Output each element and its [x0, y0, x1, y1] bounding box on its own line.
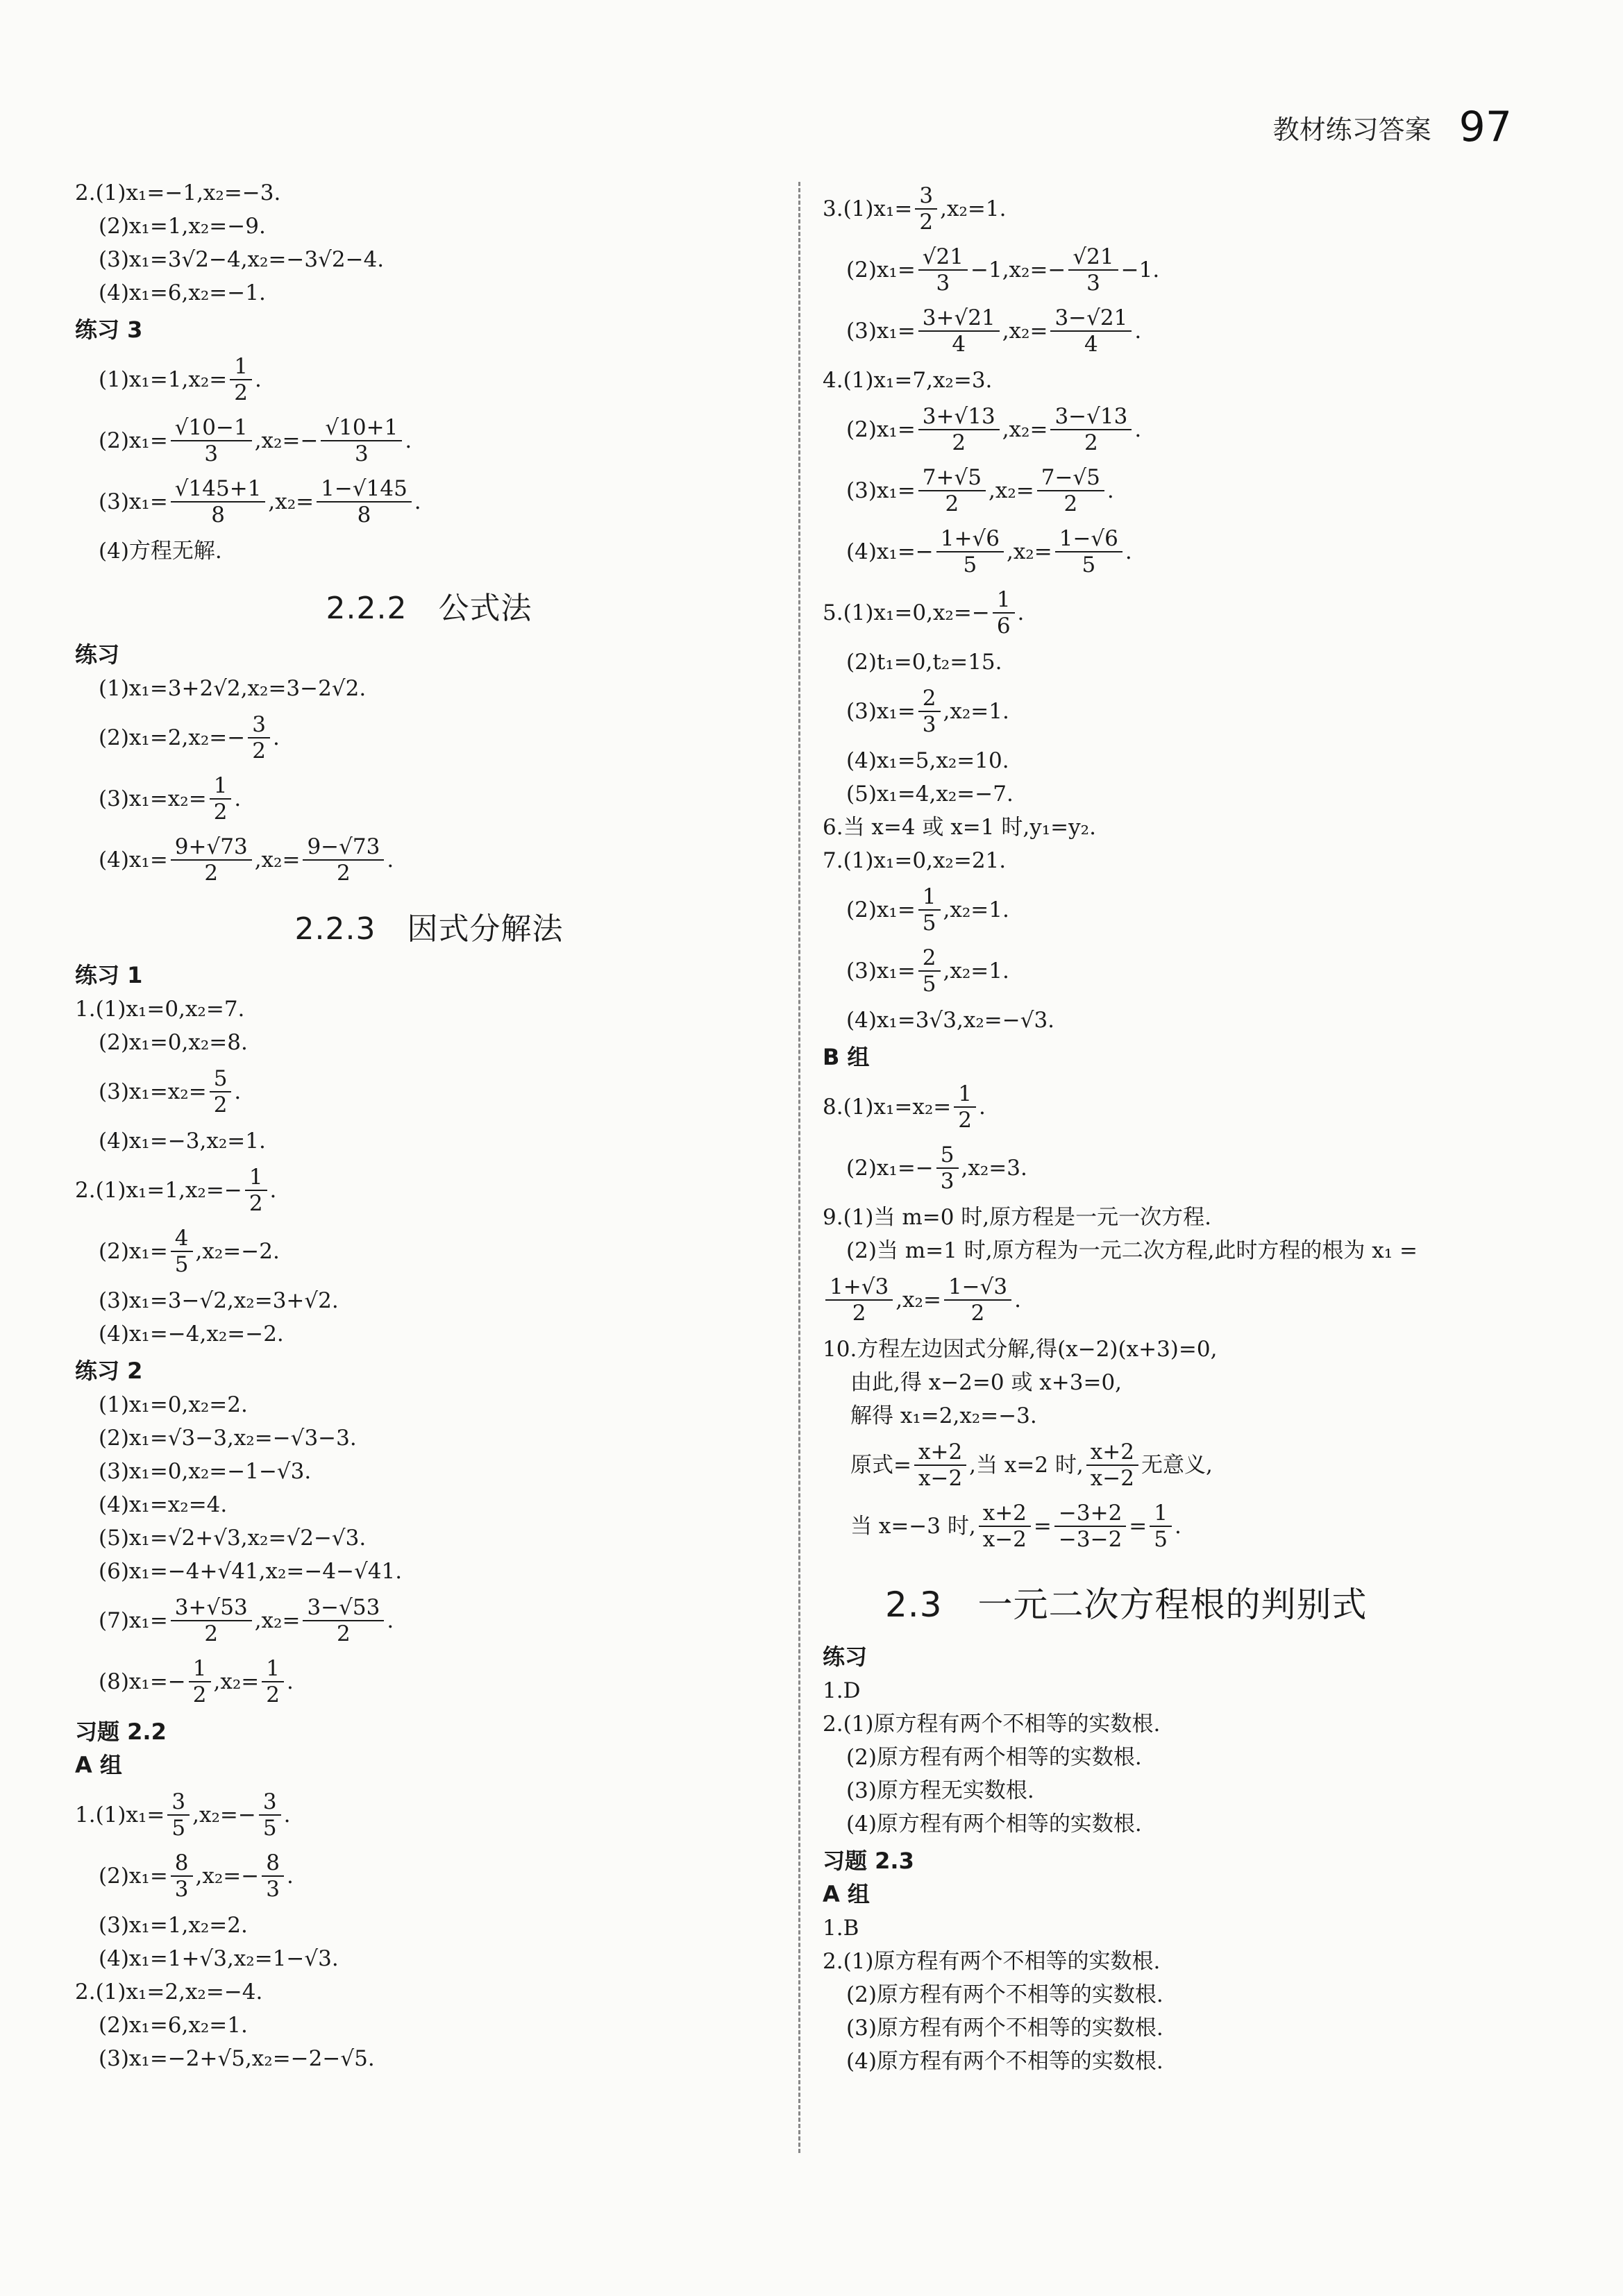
answer-line: (3)原方程有两个不相等的实数根.: [846, 2016, 1163, 2041]
fraction: $\frac{1-√145}{8}$: [317, 476, 412, 527]
practice-label: 练习 3: [75, 316, 143, 343]
answer-line: (2)x₁= $\frac{√21}{3}$ −1,x₂=− $\frac{√21}{3}$ −1.: [846, 244, 1160, 296]
fraction: $\frac{1+√6}{5}$: [936, 526, 1004, 577]
fraction: $\frac{8}{3}$: [171, 1850, 193, 1902]
practice-label: 练习 1: [75, 962, 143, 988]
fraction: $\frac{1-√3}{2}$: [944, 1274, 1011, 1326]
answer-line: (4)x₁=1+√3,x₂=1−√3.: [99, 1946, 339, 1971]
answer-line: 3.(1)x₁= $\frac{3}{2}$ ,x₂=1.: [823, 183, 1007, 235]
fraction: $\frac{5}{3}$: [936, 1142, 959, 1194]
answer-line: (4)x₁=−4,x₂=−2.: [99, 1322, 284, 1347]
answer-line: (3)x₁=−2+√5,x₂=−2−√5.: [99, 2046, 375, 2071]
fraction: $\frac{2}{3}$: [918, 686, 941, 737]
fraction: $\frac{-3+2}{-3-2}$: [1054, 1501, 1126, 1552]
fraction: $\frac{1}{2}$: [189, 1656, 211, 1707]
answer-line: (3)x₁=1,x₂=2.: [99, 1913, 248, 1938]
answer-line: 2.(1)x₁=1,x₂=− $\frac{1}{2}$ .: [75, 1165, 277, 1216]
answer-line: 2.(1)x₁=2,x₂=−4.: [75, 1980, 263, 2004]
answer-line: (3)x₁= $\frac{7+√5}{2}$ ,x₂= $\frac{7-√5}{2}$ .: [846, 465, 1114, 516]
answer-line: (3)x₁=0,x₂=−1−√3.: [99, 1459, 312, 1484]
fraction: $\frac{3}{5}$: [259, 1789, 281, 1841]
fraction: $\frac{4}{5}$: [171, 1226, 193, 1277]
section-heading: 2.3 一元二次方程根的判别式: [885, 1585, 1368, 1625]
answer-line: (2)x₁=0,x₂=8.: [99, 1030, 248, 1055]
answer-line: (2)原方程有两个不相等的实数根.: [846, 1982, 1163, 2007]
header-title: 教材练习答案: [1272, 114, 1431, 145]
fraction: $\frac{√145+1}{8}$: [171, 476, 266, 527]
answer-line: (3)x₁= $\frac{2}{5}$ ,x₂=1.: [846, 945, 1009, 997]
answer-line: (6)x₁=−4+√41,x₂=−4−√41.: [99, 1559, 403, 1584]
answer-line: 原式= $\frac{x+2}{x-2}$ ,当 x=2 时, x+2 x−2 无意义,: [850, 1440, 1213, 1491]
fraction: $\frac{1}{2}$: [230, 354, 252, 405]
fraction: $\frac{3-√53}{2}$: [303, 1595, 384, 1646]
fraction: $\frac{5}{2}$: [210, 1066, 232, 1117]
practice-label: 练习: [823, 1644, 868, 1670]
fraction: $\frac{3-√13}{2}$: [1050, 404, 1132, 455]
group-label: B 组: [823, 1044, 870, 1070]
answer-line: (2)t₁=0,t₂=15.: [846, 650, 1002, 675]
answer-line: (3)原方程无实数根.: [846, 1778, 1034, 1803]
fraction: $\frac{1}{5}$: [918, 884, 941, 936]
answer-line: (1)x₁=0,x₂=2.: [99, 1392, 248, 1417]
answer-line: (2)x₁= $\frac{4}{5}$ ,x₂=−2.: [99, 1226, 280, 1277]
answer-line: (3)x₁= $\frac{3+√21}{4}$ ,x₂= $\frac{3-√21}{4}$ .: [846, 305, 1142, 357]
fraction: $\frac{√10+1}{3}$: [321, 415, 402, 466]
page-number: 97: [1458, 103, 1512, 151]
fraction: $\frac{1}{6}$: [993, 587, 1015, 639]
answer-line: (4)x₁=5,x₂=10.: [846, 748, 1009, 773]
exercise-label: 习题 2.2: [75, 1719, 167, 1745]
answer-line: (3)x₁=3√2−4,x₂=−3√2−4.: [99, 247, 385, 272]
fraction: $\frac{3+√21}{4}$: [918, 305, 1000, 357]
answer-line: (4)x₁= $\frac{9+√73}{2}$ ,x₂= $\frac{9-√73}{2}$ .: [99, 834, 394, 886]
fraction: $\frac{9+√73}{2}$: [171, 834, 252, 886]
answer-line: (4)x₁=3√3,x₂=−√3.: [846, 1008, 1055, 1033]
fraction: $\frac{3+√53}{2}$: [171, 1595, 252, 1646]
fraction: $\frac{8}{3}$: [262, 1850, 284, 1902]
answer-line: (4)原方程有两个不相等的实数根.: [846, 2049, 1163, 2074]
fraction: 1+√3 2: [825, 1274, 893, 1326]
fraction: $\frac{1}{2}$: [210, 773, 232, 825]
answer-line: 4.(1)x₁=7,x₂=3.: [823, 368, 993, 393]
fraction: $\frac{x+2}{x-2}$: [979, 1501, 1031, 1552]
answer-line: (8)x₁=− $\frac{1}{2}$ ,x₂= $\frac{1}{2}$ .: [99, 1656, 294, 1707]
fraction: $\frac{1}{2}$: [245, 1165, 267, 1216]
answer-line: (3)x₁=x₂= $\frac{1}{2}$ .: [99, 773, 242, 825]
section-heading: 2.2.3 因式分解法: [294, 911, 564, 947]
exercise-label: 习题 2.3: [823, 1848, 914, 1874]
answer-line: 7.(1)x₁=0,x₂=21.: [823, 848, 1007, 873]
answer-line: 1.B: [823, 1916, 859, 1941]
answer-line: 10.方程左边因式分解,得(x−2)(x+3)=0,: [823, 1337, 1218, 1362]
left-column: [75, 174, 783, 2078]
fraction: $\frac{2}{5}$: [918, 945, 941, 997]
fraction: $\frac{√10-1}{3}$: [171, 415, 252, 466]
page-header: [1273, 103, 1512, 151]
answer-line: 1.D: [823, 1678, 861, 1703]
fraction: $\frac{1}{5}$: [1150, 1501, 1172, 1552]
answer-line: (2)x₁=2,x₂=− $\frac{3}{2}$ .: [99, 712, 280, 763]
answer-line: 解得 x₁=2,x₂=−3.: [850, 1403, 1037, 1428]
answer-line: (2)x₁= $\frac{1}{5}$ ,x₂=1.: [846, 884, 1009, 936]
answer-line: (4)x₁=−3,x₂=1.: [99, 1129, 266, 1154]
answer-line: 9.(1)当 m=0 时,原方程是一元一次方程.: [823, 1205, 1211, 1230]
answer-line: (2)原方程有两个相等的实数根.: [846, 1745, 1142, 1770]
answer-line: (3)x₁= $\frac{2}{3}$ ,x₂=1.: [846, 686, 1009, 737]
answer-line: 5.(1)x₁=0,x₂=− $\frac{1}{6}$ .: [823, 587, 1025, 639]
group-label: A 组: [75, 1752, 122, 1778]
fraction: $\frac{x+2}{x-2}$: [914, 1440, 966, 1491]
fraction: $\frac{1-√6}{5}$: [1055, 526, 1122, 577]
answer-line: 2.(1)原方程有两个不相等的实数根.: [823, 1949, 1161, 1974]
answer-line: (3)x₁=x₂= $\frac{5}{2}$ .: [99, 1066, 242, 1117]
answer-line: (1)x₁=1,x₂= $\frac{1}{2}$ .: [99, 354, 262, 405]
fraction: $\frac{3+√13}{2}$: [918, 404, 1000, 455]
fraction: $\frac{√21}{3}$: [1068, 244, 1118, 296]
answer-line: (4)x₁=− $\frac{1+√6}{5}$ ,x₂= $\frac{1-√6}{5}$ .: [846, 526, 1132, 577]
answer-line: (2)x₁= $\frac{√10-1}{3}$ ,x₂=− $\frac{√10+1}{3}$ .: [99, 415, 412, 466]
fraction: $\frac{7+√5}{2}$: [918, 465, 986, 516]
fraction: $\frac{7-√5}{2}$: [1037, 465, 1104, 516]
column-divider: [798, 182, 800, 2153]
fraction: $\frac{1}{2}$: [262, 1656, 284, 1707]
answer-line: (5)x₁=√2+√3,x₂=√2−√3.: [99, 1526, 367, 1551]
fraction: $\frac{3}{5}$: [167, 1789, 190, 1841]
answer-line: 6.当 x=4 或 x=1 时,y₁=y₂.: [823, 815, 1096, 840]
answer-line: (4)原方程有两个相等的实数根.: [846, 1812, 1142, 1837]
answer-line: (2)当 m=1 时,原方程为一元二次方程,此时方程的根为 x₁ =: [846, 1238, 1418, 1263]
fraction: $\frac{1}{2}$: [954, 1081, 976, 1133]
practice-label: 练习 2: [75, 1358, 143, 1384]
fraction: x+2 x−2: [1086, 1440, 1138, 1491]
practice-label: 练习: [75, 641, 120, 668]
answer-line: (2)x₁=− $\frac{5}{3}$ ,x₂=3.: [846, 1142, 1027, 1194]
answer-line: 由此,得 x−2=0 或 x+3=0,: [850, 1370, 1122, 1395]
answer-line: (4)x₁=6,x₂=−1.: [99, 280, 266, 305]
answer-line: (3)x₁= $\frac{√145+1}{8}$ ,x₂= $\frac{1-√145}{8}$ .: [99, 476, 421, 527]
answer-line: (5)x₁=4,x₂=−7.: [846, 782, 1014, 807]
answer-line: 当 x=−3 时, $\frac{x+2}{x-2}$ = $\frac{-3+2}{-3-2}$ = $\frac{1}{5}$ .: [850, 1501, 1181, 1552]
right-column: [823, 174, 1538, 2081]
answer-line: (7)x₁= $\frac{3+√53}{2}$ ,x₂= $\frac{3-√53}{2}$ .: [99, 1595, 394, 1646]
answer-line: (4)方程无解.: [99, 539, 222, 564]
group-label: A 组: [823, 1881, 870, 1907]
fraction: $\frac{9-√73}{2}$: [303, 834, 384, 886]
fraction: $\frac{3}{2}$: [248, 712, 270, 763]
answer-line: (3)x₁=3−√2,x₂=3+√2.: [99, 1288, 339, 1313]
answer-line: 8.(1)x₁=x₂= $\frac{1}{2}$ .: [823, 1081, 986, 1133]
answer-line: (2)x₁=1,x₂=−9.: [99, 214, 266, 239]
fraction: $\frac{3}{2}$: [915, 183, 937, 235]
answer-line: 1+√3 2 ,x₂= $\frac{1-√3}{2}$ .: [823, 1274, 1538, 1326]
answer-line: 1.(1)x₁=0,x₂=7.: [75, 997, 245, 1022]
answer-line: (2)x₁= $\frac{8}{3}$ ,x₂=− $\frac{8}{3}$ .: [99, 1850, 294, 1902]
answer-line: (1)x₁=3+2√2,x₂=3−2√2.: [99, 676, 367, 701]
section-heading: 2.2.2 公式法: [326, 591, 532, 626]
answer-line: (2)x₁=6,x₂=1.: [99, 2013, 248, 2038]
answer-line: (2)x₁=√3−3,x₂=−√3−3.: [99, 1426, 357, 1451]
answer-line: (4)x₁=x₂=4.: [99, 1492, 228, 1517]
answer-line: 2.(1)原方程有两个不相等的实数根.: [823, 1712, 1161, 1737]
answer-line: (2)x₁= $\frac{3+√13}{2}$ ,x₂= $\frac{3-√13}{2}$ .: [846, 404, 1142, 455]
fraction: $\frac{√21}{3}$: [918, 244, 968, 296]
answer-line: 2.(1)x₁=−1,x₂=−3.: [75, 180, 281, 205]
answer-line: 1.(1)x₁= $\frac{3}{5}$ ,x₂=− $\frac{3}{5}$ .: [75, 1789, 291, 1841]
fraction: $\frac{3-√21}{4}$: [1050, 305, 1132, 357]
